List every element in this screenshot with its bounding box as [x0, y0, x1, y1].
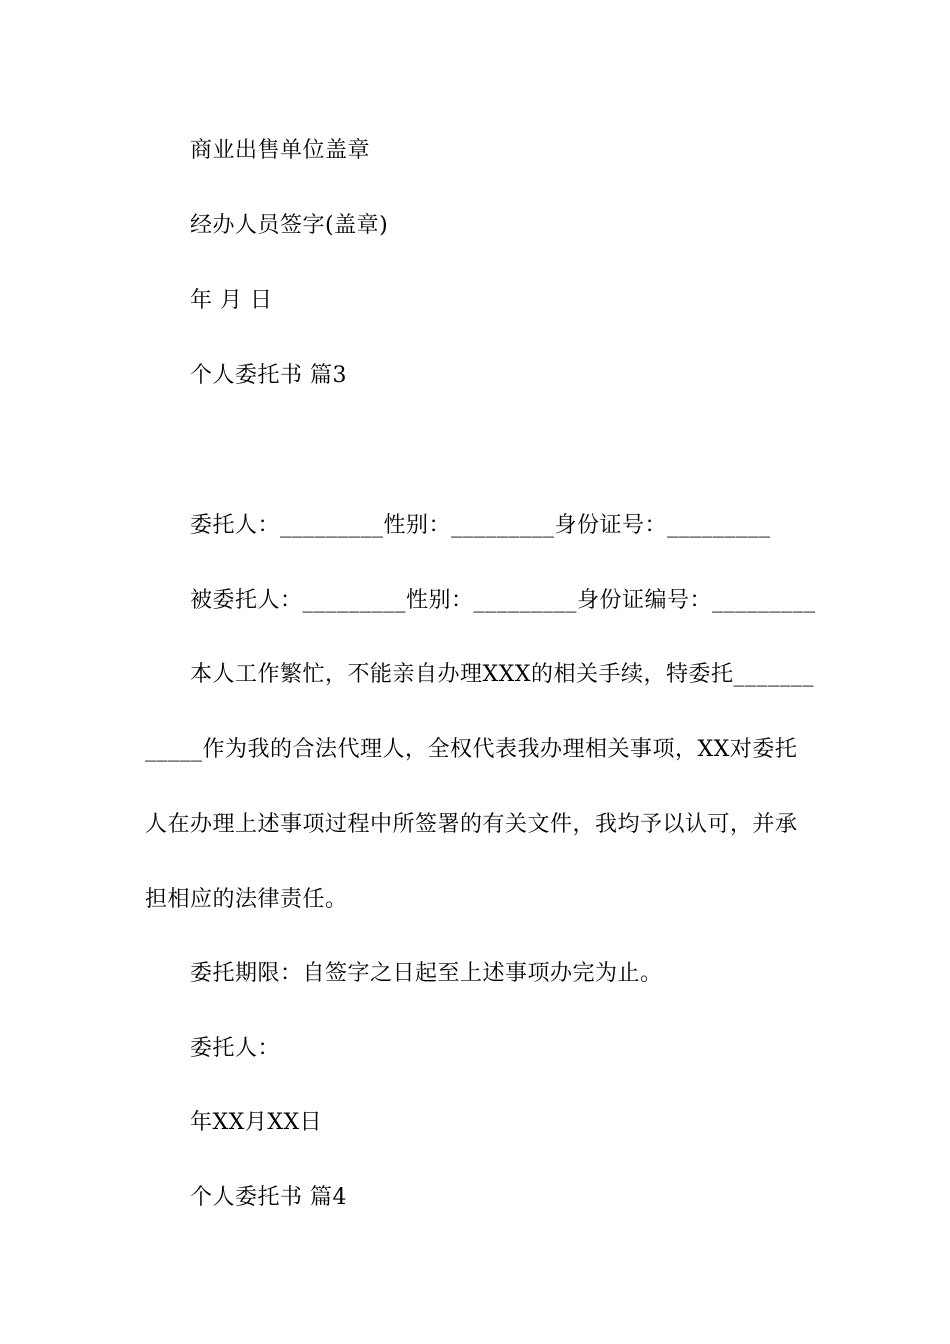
agent-info-line: 被委托人：_________性别：_________身份证编号：_________	[190, 588, 816, 613]
agent-signature-line: 经办人员签字(盖章)	[190, 213, 389, 238]
principal-signature-line: 委托人：	[190, 1036, 281, 1061]
body-paragraph-line-4: 担相应的法律责任。	[145, 887, 348, 912]
body-paragraph-line-3: 人在办理上述事项过程中所签署的有关文件，我均予以认可，并承	[145, 812, 798, 837]
signing-date-line: 年XX月XX日	[190, 1110, 323, 1135]
section-heading-3: 个人委托书 篇3	[190, 363, 347, 388]
principal-info-line: 委托人：_________性别：_________身份证号：_________	[190, 513, 771, 538]
term-line: 委托期限：自签字之日起至上述事项办完为止。	[190, 961, 663, 986]
body-paragraph-line-2: _____作为我的合法代理人，全权代表我办理相关事项，XX对委托	[145, 737, 798, 762]
section-heading-4: 个人委托书 篇4	[190, 1185, 347, 1210]
date-line: 年 月 日	[190, 288, 273, 313]
body-paragraph-line-1: 本人工作繁忙，不能亲自办理XXX的相关手续，特委托_______	[190, 662, 814, 687]
seal-unit-line: 商业出售单位盖章	[190, 138, 371, 163]
